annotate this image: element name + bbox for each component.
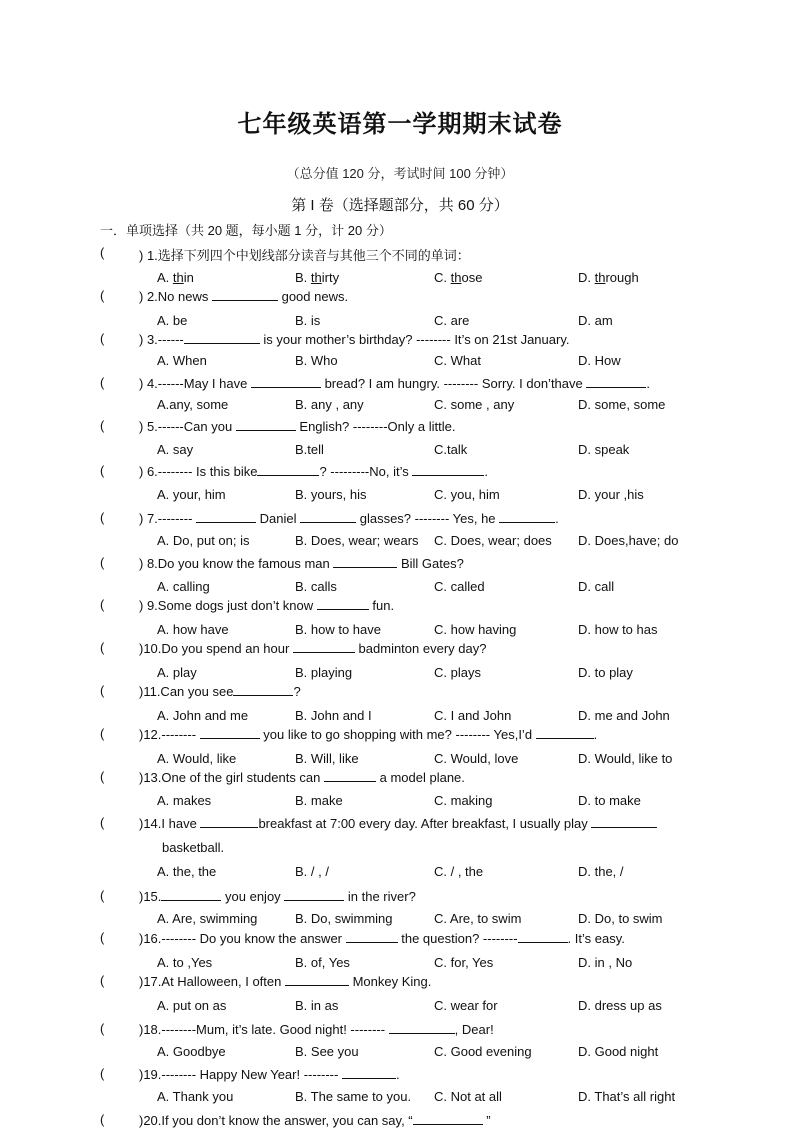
question-text-part: ) 7.-------- bbox=[139, 511, 197, 526]
option-text: B. any , any bbox=[295, 397, 364, 412]
option-b[interactable] bbox=[295, 955, 350, 970]
question-text-part: ) 8.Do you know the famous man bbox=[139, 556, 334, 571]
question-text-part: ) 6.-------- Is this bike bbox=[139, 464, 258, 479]
option-c[interactable] bbox=[434, 793, 493, 808]
option-text: A. Thank you bbox=[157, 1089, 234, 1104]
answer-blank[interactable] bbox=[233, 683, 293, 696]
answer-blank[interactable] bbox=[161, 888, 221, 901]
answer-blank[interactable] bbox=[251, 375, 321, 388]
option-b[interactable] bbox=[295, 579, 337, 594]
answer-blank[interactable] bbox=[212, 288, 278, 301]
option-text: C. Would, love bbox=[434, 751, 519, 766]
answer-blank[interactable] bbox=[518, 930, 568, 943]
answer-blank[interactable] bbox=[285, 973, 349, 986]
option-text: B. Do, swimming bbox=[295, 911, 393, 926]
option-text: B. make bbox=[295, 793, 343, 808]
question-text bbox=[139, 973, 431, 989]
option-text: A. your, him bbox=[157, 487, 226, 502]
option-text: D. how to has bbox=[578, 622, 658, 637]
question-text-part: . bbox=[593, 727, 598, 742]
answer-blank[interactable] bbox=[257, 463, 319, 476]
question-text-part: )12.-------- bbox=[139, 727, 200, 742]
option-text: B. how to have bbox=[295, 622, 381, 637]
option-c[interactable] bbox=[434, 579, 485, 594]
answer-blank[interactable] bbox=[586, 375, 646, 388]
option-text: th bbox=[450, 270, 462, 285]
page-title: 七年级英语第一学期期末试卷 bbox=[237, 110, 563, 138]
question-text-part: . bbox=[395, 1067, 400, 1082]
option-text: B. yours, his bbox=[295, 487, 367, 502]
option-text: D. me and John bbox=[578, 708, 670, 723]
question-text-part: )20.If you don’t know the answer, you can say, “ bbox=[139, 1113, 413, 1128]
answer-blank[interactable] bbox=[413, 1112, 483, 1125]
option-b[interactable] bbox=[295, 1044, 359, 1059]
option-d[interactable] bbox=[578, 397, 665, 412]
option-d[interactable] bbox=[578, 955, 632, 970]
option-text: rough bbox=[605, 270, 639, 285]
question-text-part: . It’s easy. bbox=[567, 931, 625, 946]
answer-bracket[interactable]: ( bbox=[100, 815, 105, 830]
option-text: A. say bbox=[157, 442, 194, 457]
option-c[interactable] bbox=[434, 998, 498, 1013]
answer-bracket[interactable]: ( bbox=[100, 288, 105, 303]
option-text: C. / , the bbox=[434, 864, 484, 879]
question-text-part: ) 5.------Can you bbox=[139, 419, 236, 434]
exam-subtitle: （总分值 120 分，考试时间 100 分钟） bbox=[286, 166, 514, 181]
question-text bbox=[139, 1066, 400, 1082]
answer-blank[interactable] bbox=[412, 463, 484, 476]
option-a[interactable] bbox=[157, 487, 226, 502]
option-text: A. Are, swimming bbox=[157, 911, 258, 926]
question-text-part: the question? -------- bbox=[397, 931, 518, 946]
question-text-part: )11.Can you see bbox=[139, 684, 234, 699]
question-text bbox=[139, 1021, 494, 1037]
option-text: D. speak bbox=[578, 442, 630, 457]
option-text: A.any, some bbox=[157, 397, 229, 412]
option-a[interactable] bbox=[157, 1089, 233, 1104]
option-text: A. Do, put on; is bbox=[157, 533, 250, 548]
option-text: B. Does, wear; wears bbox=[295, 533, 419, 548]
option-d[interactable] bbox=[578, 793, 641, 808]
option-text: C. Not at all bbox=[434, 1089, 502, 1104]
option-text: D. Good night bbox=[578, 1044, 659, 1059]
option-d[interactable] bbox=[578, 1044, 658, 1059]
answer-blank[interactable] bbox=[293, 640, 355, 653]
question-text-part: )17.At Halloween, I often bbox=[139, 974, 285, 989]
option-c[interactable] bbox=[434, 1044, 532, 1059]
option-text: th bbox=[172, 270, 184, 285]
option-b[interactable] bbox=[295, 911, 393, 926]
question-text-part: )19.-------- Happy New Year! -------- bbox=[139, 1067, 342, 1082]
option-text: D. Do, to swim bbox=[578, 911, 663, 926]
option-d[interactable] bbox=[578, 487, 644, 502]
option-text: A. play bbox=[157, 665, 197, 680]
question-text bbox=[139, 815, 657, 831]
answer-bracket[interactable]: ( bbox=[100, 1066, 105, 1081]
answer-bracket[interactable]: ( bbox=[100, 597, 105, 612]
option-text: D. dress up as bbox=[578, 998, 662, 1013]
option-text: A. John and me bbox=[157, 708, 249, 723]
option-a[interactable] bbox=[157, 708, 248, 723]
option-text: C. making bbox=[434, 793, 493, 808]
answer-bracket[interactable]: ( bbox=[100, 245, 105, 260]
option-text: B. calls bbox=[295, 579, 337, 594]
answer-bracket[interactable]: ( bbox=[100, 510, 105, 525]
option-b[interactable] bbox=[295, 665, 352, 680]
question-text-part: ) 4.------May I have bbox=[139, 376, 251, 391]
option-c[interactable] bbox=[434, 751, 518, 766]
question-text-part: ? bbox=[293, 684, 301, 699]
answer-bracket[interactable]: ( bbox=[100, 375, 105, 390]
option-b[interactable] bbox=[295, 270, 339, 285]
answer-blank[interactable] bbox=[200, 726, 260, 739]
answer-bracket[interactable]: ( bbox=[100, 726, 105, 741]
answer-blank[interactable] bbox=[389, 1021, 455, 1034]
answer-bracket[interactable]: ( bbox=[100, 640, 105, 655]
option-c[interactable] bbox=[434, 353, 481, 368]
option-c[interactable] bbox=[434, 533, 552, 548]
option-c[interactable] bbox=[434, 270, 482, 285]
option-text: in bbox=[183, 270, 194, 285]
question-text bbox=[139, 1112, 491, 1128]
answer-blank[interactable] bbox=[300, 510, 356, 523]
option-d[interactable] bbox=[578, 1089, 675, 1104]
option-text: C. plays bbox=[434, 665, 481, 680]
option-text: D. That’s all right bbox=[578, 1089, 676, 1104]
option-text: B. playing bbox=[295, 665, 353, 680]
question-text bbox=[139, 418, 455, 434]
option-text: D. the, / bbox=[578, 864, 624, 879]
question-text bbox=[139, 288, 348, 304]
question-text bbox=[139, 463, 488, 479]
option-d[interactable] bbox=[578, 622, 658, 637]
question-text-part: )15. bbox=[139, 889, 162, 904]
answer-bracket[interactable]: ( bbox=[100, 1021, 105, 1036]
answer-bracket[interactable]: ( bbox=[100, 463, 105, 478]
option-c[interactable] bbox=[434, 397, 514, 412]
answer-bracket[interactable]: ( bbox=[100, 769, 105, 784]
option-text: D. am bbox=[578, 313, 613, 328]
question-text-part: )10.Do you spend an hour bbox=[139, 641, 293, 656]
option-d[interactable] bbox=[578, 911, 663, 926]
section-heading: 一．单项选择（共 20 题，每小题 1 分，计 20 分） bbox=[100, 223, 392, 238]
option-text: irty bbox=[321, 270, 340, 285]
option-text: B. in as bbox=[295, 998, 339, 1013]
question-text-part: )18.--------Mum, it’s late. Good night! -------- bbox=[139, 1022, 389, 1037]
question-text-part: glasses? -------- Yes, he bbox=[356, 511, 500, 526]
option-c[interactable] bbox=[434, 708, 511, 723]
option-text: B. See you bbox=[295, 1044, 359, 1059]
option-text: C.talk bbox=[434, 442, 468, 457]
option-c[interactable] bbox=[434, 313, 469, 328]
question-text-part: you enjoy bbox=[221, 889, 285, 904]
option-text: A. calling bbox=[157, 579, 210, 594]
option-b[interactable] bbox=[295, 442, 324, 457]
option-text: th bbox=[594, 270, 606, 285]
option-d[interactable] bbox=[578, 313, 613, 328]
option-text: A. makes bbox=[157, 793, 212, 808]
option-text: B. / , / bbox=[295, 864, 329, 879]
option-text: D. call bbox=[578, 579, 615, 594]
answer-bracket[interactable]: ( bbox=[100, 973, 105, 988]
option-b[interactable] bbox=[295, 751, 359, 766]
option-b[interactable] bbox=[295, 622, 381, 637]
option-b[interactable] bbox=[295, 998, 338, 1013]
option-text: C. for, Yes bbox=[434, 955, 494, 970]
answer-bracket[interactable]: ( bbox=[100, 930, 105, 945]
option-c[interactable] bbox=[434, 442, 467, 457]
question-text-part: is your mother’s birthday? -------- It’s on 21st January. bbox=[259, 332, 570, 347]
question-text-part: ) 1.选择下列四个中划线部分读音与其他三个不同的单词： bbox=[139, 248, 470, 263]
option-text: A. be bbox=[157, 313, 188, 328]
option-text: D. some, some bbox=[578, 397, 666, 412]
question-text-part: in the river? bbox=[344, 889, 416, 904]
option-a[interactable] bbox=[157, 397, 228, 412]
answer-bracket[interactable]: ( bbox=[100, 555, 105, 570]
question-text bbox=[139, 888, 416, 904]
answer-bracket[interactable]: ( bbox=[100, 418, 105, 433]
answer-blank[interactable] bbox=[284, 888, 344, 901]
question-text-part: . bbox=[646, 376, 650, 391]
question-text-part: fun. bbox=[368, 598, 395, 613]
option-b[interactable] bbox=[295, 1089, 411, 1104]
answer-bracket[interactable]: ( bbox=[100, 888, 105, 903]
option-a[interactable] bbox=[157, 1044, 226, 1059]
option-text: D. your ,his bbox=[578, 487, 644, 502]
option-text: D. to play bbox=[578, 665, 633, 680]
option-text: B. Who bbox=[295, 353, 338, 368]
option-d[interactable] bbox=[578, 998, 662, 1013]
question-text bbox=[139, 930, 625, 946]
answer-blank[interactable] bbox=[184, 331, 260, 344]
option-text: C. you, him bbox=[434, 487, 500, 502]
option-a[interactable] bbox=[157, 911, 257, 926]
option-a[interactable] bbox=[157, 793, 211, 808]
answer-blank[interactable] bbox=[346, 930, 398, 943]
option-d[interactable] bbox=[578, 442, 629, 457]
option-text: D. in , No bbox=[578, 955, 633, 970]
question-text-part: ) 9.Some dogs just don’t know bbox=[139, 598, 317, 613]
option-text: D. bbox=[578, 270, 595, 285]
option-text: C. called bbox=[434, 579, 485, 594]
question-text bbox=[139, 245, 470, 264]
option-a[interactable] bbox=[157, 579, 210, 594]
question-text-part: Daniel bbox=[256, 511, 301, 526]
option-b[interactable] bbox=[295, 353, 338, 368]
option-b[interactable] bbox=[295, 313, 320, 328]
option-b[interactable] bbox=[295, 397, 364, 412]
option-a[interactable] bbox=[157, 533, 250, 548]
question-text-part: )13.One of the girl students can bbox=[139, 770, 324, 785]
answer-blank[interactable] bbox=[342, 1066, 396, 1079]
question-text-part: bread? I am hungry. -------- Sorry. I don’thave bbox=[320, 376, 587, 391]
answer-bracket[interactable]: ( bbox=[100, 331, 105, 346]
option-c[interactable] bbox=[434, 955, 493, 970]
question-text bbox=[139, 726, 597, 742]
question-text-part: . bbox=[555, 511, 559, 526]
option-text: A. Goodbye bbox=[157, 1044, 226, 1059]
option-d[interactable] bbox=[578, 270, 639, 285]
option-text: B.tell bbox=[295, 442, 324, 457]
option-d[interactable] bbox=[578, 579, 614, 594]
option-text: B. of, Yes bbox=[295, 955, 350, 970]
question-text bbox=[139, 555, 464, 571]
option-d[interactable] bbox=[578, 665, 633, 680]
question-text-part: Bill Gates? bbox=[397, 556, 464, 571]
question-text bbox=[139, 331, 569, 347]
question-text-part: badminton every day? bbox=[354, 641, 487, 656]
question-text-part: a model plane. bbox=[376, 770, 465, 785]
question-text-part: Monkey King. bbox=[348, 974, 432, 989]
answer-blank[interactable] bbox=[536, 726, 594, 739]
question-text bbox=[139, 510, 559, 526]
option-text: ose bbox=[461, 270, 483, 285]
question-text-part: ” bbox=[482, 1113, 491, 1128]
option-text: A. put on as bbox=[157, 998, 227, 1013]
option-text: B. bbox=[295, 270, 311, 285]
option-text: C. What bbox=[434, 353, 481, 368]
option-text: C. Are, to swim bbox=[434, 911, 522, 926]
option-b[interactable] bbox=[295, 793, 343, 808]
question-text-part: you like to go shopping with me? -------- Yes,I’d bbox=[259, 727, 536, 742]
question-text-part: breakfast at 7:00 every day. After breakfast, I usually play bbox=[258, 816, 592, 831]
option-text: C. Good evening bbox=[434, 1044, 532, 1059]
option-b[interactable] bbox=[295, 864, 329, 879]
option-text: B. Will, like bbox=[295, 751, 359, 766]
option-text: D. How bbox=[578, 353, 621, 368]
option-text: B. The same to you. bbox=[295, 1089, 412, 1104]
option-text: C. I and John bbox=[434, 708, 512, 723]
option-text: C. how having bbox=[434, 622, 517, 637]
question-text-part: , Dear! bbox=[454, 1022, 494, 1037]
option-c[interactable] bbox=[434, 622, 516, 637]
option-a[interactable] bbox=[157, 864, 216, 879]
option-text: A. bbox=[157, 270, 173, 285]
answer-blank[interactable] bbox=[200, 815, 258, 828]
question-text-part: ) 3.------ bbox=[139, 332, 184, 347]
option-a[interactable] bbox=[157, 751, 236, 766]
question-text-part: )14.I have bbox=[139, 816, 201, 831]
option-text: A. the, the bbox=[157, 864, 217, 879]
option-c[interactable] bbox=[434, 911, 521, 926]
option-d[interactable] bbox=[578, 533, 678, 548]
option-a[interactable] bbox=[157, 313, 187, 328]
question-text bbox=[139, 597, 394, 613]
answer-blank[interactable] bbox=[317, 597, 369, 610]
answer-blank[interactable] bbox=[236, 418, 296, 431]
answer-bracket[interactable]: ( bbox=[100, 1112, 105, 1127]
volume-heading: 第 I 卷（选择题部分，共 60 分） bbox=[291, 197, 509, 214]
question-text-part: )16.-------- Do you know the answer bbox=[139, 931, 346, 946]
option-text: D. Does,have; do bbox=[578, 533, 679, 548]
option-c[interactable] bbox=[434, 665, 481, 680]
option-d[interactable] bbox=[578, 751, 672, 766]
option-text: C. Does, wear; does bbox=[434, 533, 552, 548]
option-text: B. John and I bbox=[295, 708, 372, 723]
question-text-part: . bbox=[484, 464, 488, 479]
option-text: D. to make bbox=[578, 793, 641, 808]
option-b[interactable] bbox=[295, 533, 419, 548]
option-b[interactable] bbox=[295, 487, 367, 502]
answer-bracket[interactable]: ( bbox=[100, 683, 105, 698]
option-c[interactable] bbox=[434, 864, 483, 879]
answer-blank[interactable] bbox=[196, 510, 256, 523]
option-c[interactable] bbox=[434, 487, 500, 502]
option-b[interactable] bbox=[295, 708, 372, 723]
option-d[interactable] bbox=[578, 708, 670, 723]
option-text: C. bbox=[434, 270, 451, 285]
option-text: C. some , any bbox=[434, 397, 515, 412]
option-d[interactable] bbox=[578, 353, 621, 368]
option-a[interactable] bbox=[157, 665, 197, 680]
question-text-part: ) 2.No news bbox=[139, 289, 212, 304]
option-text: th bbox=[310, 270, 322, 285]
question-text bbox=[139, 683, 301, 699]
option-text: A. how have bbox=[157, 622, 229, 637]
question-text bbox=[139, 640, 486, 656]
option-c[interactable] bbox=[434, 1089, 502, 1104]
answer-blank[interactable] bbox=[499, 510, 555, 523]
option-text: A. to ,Yes bbox=[157, 955, 213, 970]
option-a[interactable] bbox=[157, 622, 229, 637]
option-text: A. When bbox=[157, 353, 207, 368]
option-d[interactable] bbox=[578, 864, 624, 879]
option-a[interactable] bbox=[157, 955, 212, 970]
option-text: C. are bbox=[434, 313, 470, 328]
question-text-part: ? ---------No, it’s bbox=[319, 464, 413, 479]
question-text-part: good news. bbox=[277, 289, 349, 304]
option-a[interactable] bbox=[157, 998, 226, 1013]
question-text bbox=[139, 769, 465, 785]
option-text: A. Would, like bbox=[157, 751, 237, 766]
option-text: D. Would, like to bbox=[578, 751, 673, 766]
option-text: C. wear for bbox=[434, 998, 498, 1013]
question-text bbox=[139, 375, 650, 391]
question-text-part: English? --------Only a little. bbox=[295, 419, 456, 434]
option-a[interactable] bbox=[157, 442, 193, 457]
answer-blank[interactable] bbox=[333, 555, 397, 568]
question-continuation: basketball. bbox=[162, 840, 225, 855]
option-text: B. is bbox=[295, 313, 321, 328]
option-a[interactable] bbox=[157, 353, 207, 368]
option-a[interactable] bbox=[157, 270, 194, 285]
answer-blank[interactable] bbox=[591, 815, 657, 828]
answer-blank[interactable] bbox=[324, 769, 376, 782]
